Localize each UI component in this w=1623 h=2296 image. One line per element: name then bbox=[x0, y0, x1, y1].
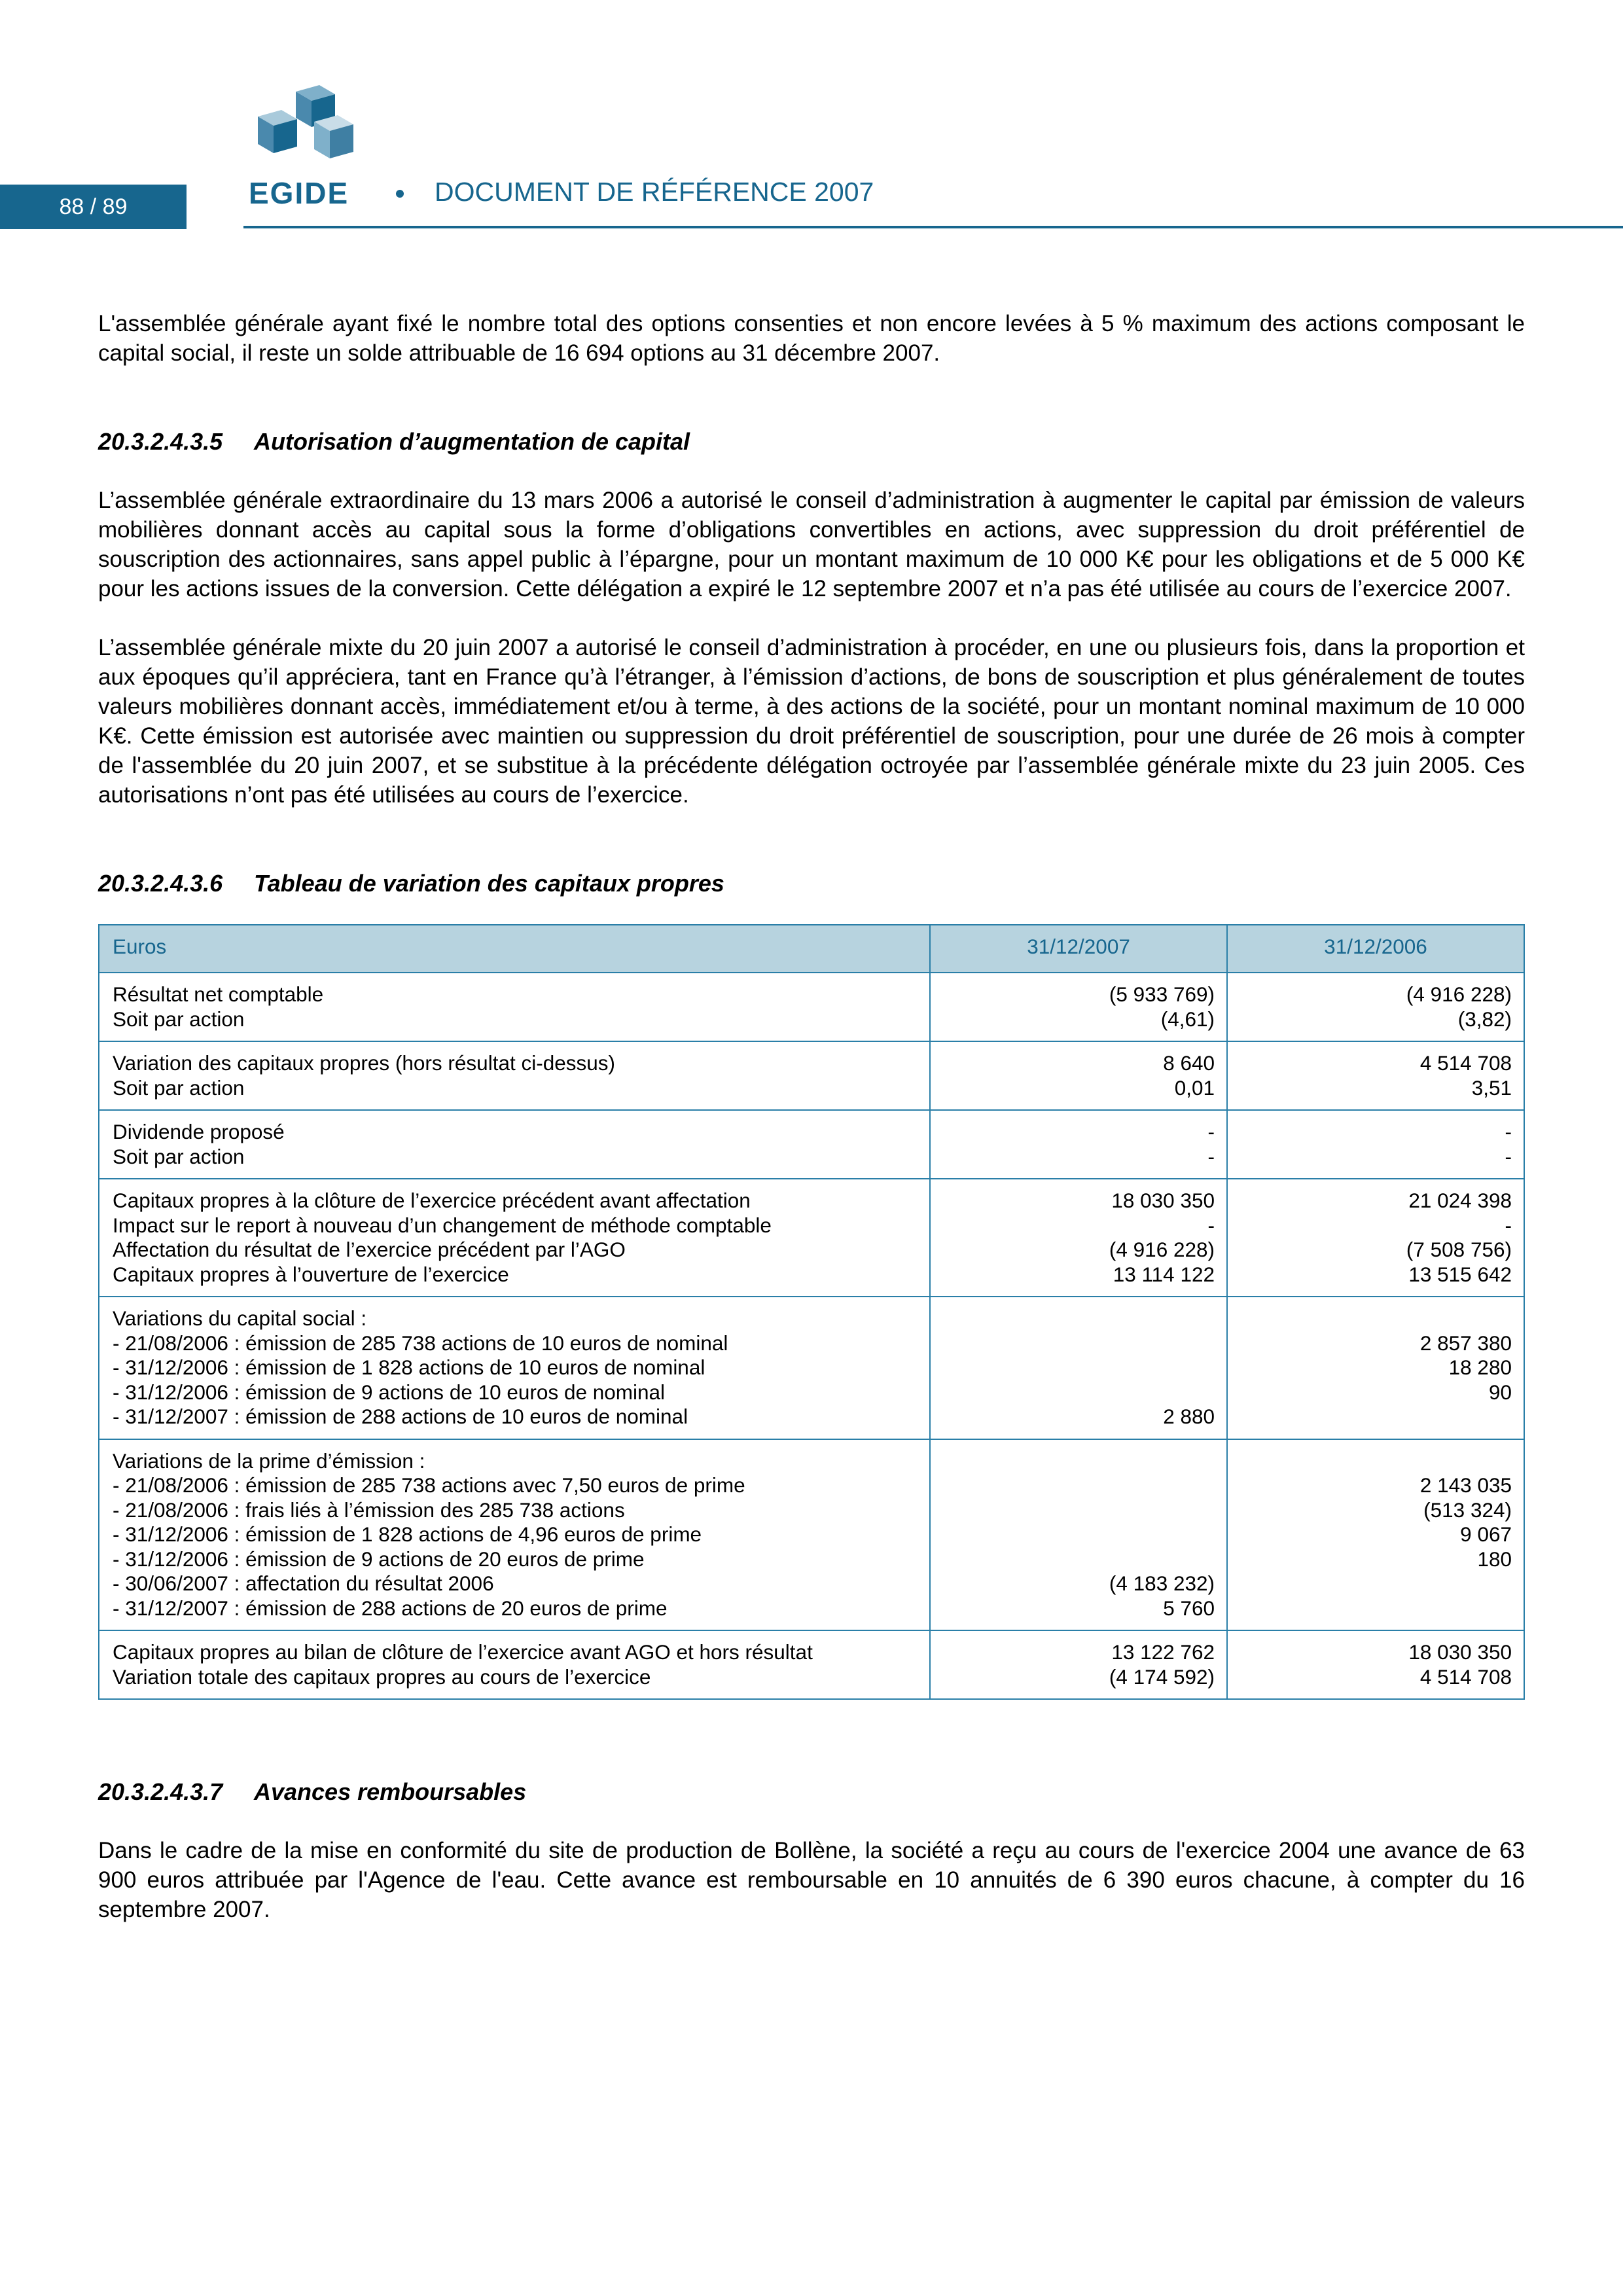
row-label: Dividende proposé bbox=[113, 1120, 285, 1143]
cell-value bbox=[944, 1331, 1215, 1356]
cell-value bbox=[1241, 1306, 1512, 1331]
row-label-cell bbox=[99, 1110, 930, 1179]
value-2006-cell bbox=[1227, 1041, 1524, 1110]
cell-value bbox=[944, 1522, 1215, 1547]
row-label: Soit par action bbox=[113, 1007, 245, 1031]
cell-value: 0,01 bbox=[1174, 1075, 1215, 1100]
section-heading-7 bbox=[98, 1777, 1525, 1806]
column-header: 31/12/2006 bbox=[1227, 925, 1524, 973]
cell-value bbox=[944, 1498, 1215, 1523]
section-number: 20.3.2.4.3.7 bbox=[98, 1778, 223, 1805]
header-rule bbox=[243, 226, 1623, 228]
cell-value: 8 640 bbox=[1163, 1051, 1215, 1075]
section-number: 20.3.2.4.3.5 bbox=[98, 428, 223, 455]
cell-value: 5 760 bbox=[1163, 1596, 1215, 1620]
value-2006-cell bbox=[1227, 1439, 1524, 1631]
value-2007-cell bbox=[930, 1110, 1227, 1179]
row-label-cell bbox=[99, 1630, 930, 1699]
cell-value bbox=[944, 1473, 1215, 1498]
row-label: - 31/12/2006 : émission de 9 actions de 10 euros de nominal bbox=[113, 1380, 666, 1404]
cell-value bbox=[944, 1449, 1215, 1474]
cell-value bbox=[1241, 1449, 1512, 1474]
cell-value: (7 508 756) bbox=[1406, 1238, 1512, 1261]
cell-value bbox=[944, 1355, 1215, 1380]
paragraph: L’assemblée générale mixte du 20 juin 2007 a autorisé le conseil d’administration à procéder, en une ou plusieurs fois, dans la proportion et aux époques qu’il appréciera, tant en France qu’à l’étranger, à l’émission d’actions, de bons de souscription et plus généralement de toutes valeurs mobilières donnant accès, immédiatement et/ou à terme, à des actions de la société, pour un montant nominal maximum de 10 000 K€. Cette émission est autorisée avec maintien ou suppression du droit préférentiel de souscription, pour une durée de 26 mois à compter de l'assemblée du 20 juin 2007, et se substitue à la précédente délégation octroyée par l’assemblée générale mixte du 23 juin 2005. Ces autorisations n’ont pas été utilisées au cours de l’exercice. bbox=[98, 635, 1525, 808]
table-row bbox=[99, 973, 1524, 1041]
value-2007-cell bbox=[930, 973, 1227, 1041]
cell-value: (4 174 592) bbox=[1109, 1664, 1215, 1689]
equity-variation-table bbox=[98, 924, 1525, 1700]
row-label: - 31/12/2006 : émission de 9 actions de 20 euros de prime bbox=[113, 1547, 645, 1571]
table-row bbox=[99, 1439, 1524, 1631]
cell-value: (4 916 228) bbox=[1109, 1238, 1215, 1261]
logo-wordmark: EGIDE bbox=[249, 176, 349, 210]
cell-value: 2 143 035 bbox=[1419, 1473, 1512, 1497]
page-content bbox=[98, 309, 1525, 1924]
row-label: Capitaux propres à la clôture de l’exercice précédent avant affectation bbox=[113, 1189, 751, 1212]
intro-paragraph: L'assemblée générale ayant fixé le nombre total des options consenties et non encore levées à 5 % maximum des actions composant le capital social, il reste un solde attribuable de 16 694 options au 31 décembre 2007. bbox=[98, 311, 1525, 366]
cell-value: - bbox=[1207, 1144, 1215, 1168]
row-label: - 21/08/2006 : frais liés à l’émission des 285 738 actions bbox=[113, 1498, 625, 1522]
cell-value: 13 114 122 bbox=[1113, 1262, 1215, 1286]
value-2006-cell bbox=[1227, 1297, 1524, 1439]
value-2007-cell bbox=[930, 1179, 1227, 1297]
cell-value bbox=[1241, 1596, 1512, 1621]
value-2006-cell bbox=[1227, 1630, 1524, 1699]
section-heading-5 bbox=[98, 427, 1525, 456]
cell-value: 2 857 380 bbox=[1419, 1331, 1512, 1355]
cell-value bbox=[944, 1306, 1215, 1331]
cell-value: 18 030 350 bbox=[1408, 1640, 1512, 1664]
row-label: Soit par action bbox=[113, 1075, 245, 1100]
row-label: - 21/08/2006 : émission de 285 738 actions avec 7,50 euros de prime bbox=[113, 1473, 745, 1497]
row-label: Variations de la prime d’émission : bbox=[113, 1448, 425, 1473]
cell-value: 9 067 bbox=[1460, 1522, 1512, 1546]
cell-value: 2 880 bbox=[1163, 1405, 1215, 1428]
row-label: - 30/06/2007 : affectation du résultat 2006 bbox=[113, 1571, 494, 1595]
cell-value: (4 916 228) bbox=[1406, 982, 1512, 1006]
row-label-cell bbox=[99, 1179, 930, 1297]
table-row bbox=[99, 1630, 1524, 1699]
cell-value: 4 514 708 bbox=[1419, 1051, 1512, 1075]
value-2007-cell bbox=[930, 1439, 1227, 1631]
value-2006-cell bbox=[1227, 1179, 1524, 1297]
row-label: - 31/12/2007 : émission de 288 actions de 10 euros de nominal bbox=[113, 1405, 688, 1428]
row-label: Affectation du résultat de l’exercice précédent par l’AGO bbox=[113, 1238, 626, 1261]
cell-value: 13 515 642 bbox=[1408, 1262, 1512, 1286]
value-2007-cell bbox=[930, 1041, 1227, 1110]
paragraph: L’assemblée générale extraordinaire du 13 mars 2006 a autorisé le conseil d’administration à augmenter le capital par émission de valeurs mobilières donnant accès au capital sous la forme d’obligations convertibles en actions, avec suppression du droit préférentiel de souscription des actionnaires, sans appel public à l’épargne, pour un montant maximum de 10 000 K€ pour les obligations et de 5 000 K€ pour les actions issues de la conversion. Cette délégation a expiré le 12 septembre 2007 et n’a pas été utilisée au cours de l’exercice 2007. bbox=[98, 488, 1525, 601]
row-label: Capitaux propres au bilan de clôture de l’exercice avant AGO et hors résultat bbox=[113, 1640, 813, 1664]
column-header: 31/12/2007 bbox=[930, 925, 1227, 973]
row-label-cell bbox=[99, 1041, 930, 1110]
page-indicator: 88 / 89 bbox=[0, 185, 187, 229]
row-label: Impact sur le report à nouveau d’un changement de méthode comptable bbox=[113, 1213, 772, 1237]
column-header: Euros bbox=[99, 925, 930, 973]
value-2007-cell bbox=[930, 1297, 1227, 1439]
cell-value bbox=[944, 1547, 1215, 1572]
cell-value: - bbox=[1505, 1144, 1512, 1168]
row-label: Résultat net comptable bbox=[113, 982, 324, 1006]
row-label: - 31/12/2006 : émission de 1 828 actions de 10 euros de nominal bbox=[113, 1355, 705, 1379]
table-row bbox=[99, 1110, 1524, 1179]
table-header-row bbox=[99, 925, 1524, 973]
table-row bbox=[99, 1041, 1524, 1110]
cell-value: 18 030 350 bbox=[1111, 1189, 1215, 1212]
value-2006-cell bbox=[1227, 973, 1524, 1041]
cell-value bbox=[1241, 1405, 1512, 1429]
cell-value: - bbox=[1207, 1213, 1215, 1237]
value-2007-cell bbox=[930, 1630, 1227, 1699]
section-title: Autorisation d’augmentation de capital bbox=[254, 428, 690, 455]
cell-value: (3,82) bbox=[1457, 1007, 1512, 1031]
cell-value: 13 122 762 bbox=[1111, 1640, 1215, 1664]
row-label-cell bbox=[99, 973, 930, 1041]
cell-value bbox=[1241, 1571, 1512, 1596]
row-label-cell bbox=[99, 1297, 930, 1439]
row-label: Variation des capitaux propres (hors résultat ci-dessus) bbox=[113, 1051, 616, 1075]
cell-value bbox=[944, 1380, 1215, 1405]
paragraph: Dans le cadre de la mise en conformité du site de production de Bollène, la société a reçu au cours de l'exercice 2004 une avance de 63 900 euros attribuée par l'Agence de l'eau. Cette avance est remboursable en 10 annuités de 6 390 euros chacune, à compter du 16 septembre 2007. bbox=[98, 1838, 1525, 1922]
cell-value: (4 183 232) bbox=[1109, 1571, 1215, 1595]
cell-value: - bbox=[1505, 1120, 1512, 1143]
row-label: Variation totale des capitaux propres au cours de l’exercice bbox=[113, 1664, 651, 1689]
cell-value: (5 933 769) bbox=[1109, 982, 1215, 1006]
cell-value: (4,61) bbox=[1160, 1007, 1215, 1031]
row-label: - 31/12/2006 : émission de 1 828 actions de 4,96 euros de prime bbox=[113, 1522, 702, 1546]
section-heading-6 bbox=[98, 869, 1525, 898]
table-row bbox=[99, 1297, 1524, 1439]
header-bullet bbox=[396, 190, 404, 198]
cell-value: - bbox=[1505, 1213, 1512, 1237]
table-row bbox=[99, 1179, 1524, 1297]
cell-value: 4 514 708 bbox=[1419, 1664, 1512, 1689]
row-label: - 31/12/2007 : émission de 288 actions de 20 euros de prime bbox=[113, 1596, 668, 1620]
row-label: Variations du capital social : bbox=[113, 1306, 367, 1330]
cell-value: 90 bbox=[1488, 1380, 1512, 1404]
cell-value: 21 024 398 bbox=[1408, 1189, 1512, 1212]
cell-value: 180 bbox=[1477, 1547, 1512, 1571]
row-label: Capitaux propres à l’ouverture de l’exercice bbox=[113, 1262, 509, 1286]
cell-value: - bbox=[1207, 1120, 1215, 1143]
cell-value: 18 280 bbox=[1448, 1355, 1512, 1379]
document-title: DOCUMENT DE RÉFÉRENCE 2007 bbox=[435, 177, 874, 207]
cell-value: 3,51 bbox=[1471, 1075, 1512, 1100]
section-title: Tableau de variation des capitaux propres bbox=[254, 870, 724, 897]
section-title: Avances remboursables bbox=[254, 1778, 527, 1805]
row-label: - 21/08/2006 : émission de 285 738 actions de 10 euros de nominal bbox=[113, 1331, 728, 1355]
cell-value: (513 324) bbox=[1423, 1498, 1512, 1522]
row-label-cell bbox=[99, 1439, 930, 1631]
row-label: Soit par action bbox=[113, 1144, 245, 1168]
value-2006-cell bbox=[1227, 1110, 1524, 1179]
section-number: 20.3.2.4.3.6 bbox=[98, 870, 223, 897]
